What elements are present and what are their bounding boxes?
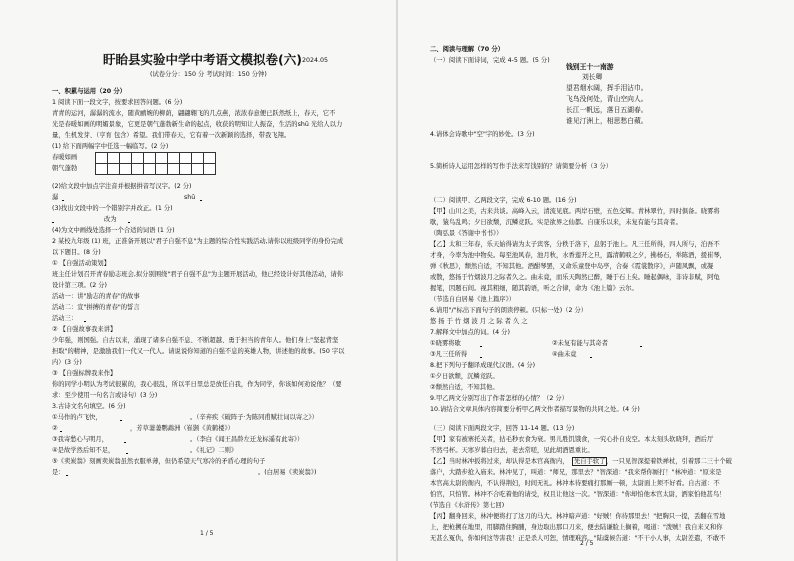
poem-fill: ⑤《卖炭翁》刻画卖炭翁虽然衣服单薄，但仍希望天气寒冷的矛盾心理的句子 bbox=[52, 458, 266, 465]
answer-blank[interactable] bbox=[128, 216, 168, 223]
passage-line: 落户，大踏步抢入庙来。林冲见了，叫道："师兄，那里去？"智深道："我来帮你厮打！"林冲道："原来是 bbox=[430, 469, 722, 476]
sub-heading: （一）阅读下面诗词，完成 4-5 题。(5 分) bbox=[430, 57, 550, 64]
change-to: 改为 bbox=[104, 216, 117, 223]
pinyin: shū bbox=[184, 194, 196, 201]
passage-line: 上，把枪搠在地里，用脚踏住胸脯，身边取出那口刀来，便去陆谦脸上搁着，喝道："泼贼！我自来又和你 bbox=[430, 524, 723, 531]
passage-line: 光是春暖如画的明媚景象，它更是朝气蓬勃新生命的起点，收获的明知让人振奋，生活的shū 光给人以力 bbox=[52, 121, 343, 128]
poem-source: 。《礼记》二则》 bbox=[190, 447, 238, 454]
sub-heading: （三）阅读下面两段文字，回答 11-14 题。(13 分) bbox=[430, 425, 575, 432]
answer-blank[interactable] bbox=[66, 469, 256, 476]
page-left bbox=[0, 0, 396, 561]
poem-line: 谁见汀洲上，相思愁白蘋。 bbox=[566, 117, 648, 125]
passage-line: 担取"的精神，是激励我们一代又一代人。请说说你知道的自强不息的英雄人物，讲述他的故事。(50 字以 bbox=[52, 348, 345, 355]
poem-line: 长江一帆远，落日五湖春。 bbox=[566, 106, 648, 114]
word-item: ①晓雾将歇 bbox=[430, 340, 461, 347]
answer-blank[interactable] bbox=[590, 351, 654, 358]
translate-item: ②颓然自适，不知其他。 bbox=[430, 384, 499, 391]
question-2-cont: 以下题目。(8 分) bbox=[52, 249, 101, 256]
answer-blank[interactable] bbox=[126, 447, 190, 454]
answer-blank[interactable] bbox=[60, 425, 130, 432]
section-heading: 二、阅读与理解（70 分） bbox=[430, 46, 504, 53]
page-right bbox=[398, 0, 794, 561]
passage-line: 班主任计划召开青春励志班会,拟分别围绕"君子自强不息"为主题开展活动，他已经设计好其他活动，请你 bbox=[52, 271, 344, 278]
passage-line: 量，生机发芽、（亨育 包含）希望。我们带春天，它有着一次新颖的选择，带我飞翔。 bbox=[52, 132, 291, 139]
sub-question: (2)给文段中加点字注音并根据拼音写汉字。(2 分) bbox=[52, 183, 192, 190]
word-item: ④曲未竟 bbox=[552, 351, 577, 358]
sub-heading: ③ 【自强标牌我来作】 bbox=[52, 370, 117, 377]
answer-blank[interactable] bbox=[52, 216, 92, 223]
copy-phrase-2: 朝气蓬勃 bbox=[52, 165, 78, 172]
passage-line: 设计第三项。(2 分) bbox=[52, 282, 107, 289]
passage-source: （陶弘景《答谢中书书》） bbox=[430, 230, 503, 237]
activity-2: 活动二：宣"拼搏的青春"的誓言 bbox=[52, 304, 140, 311]
question-9: 9.甲乙两文分别写出了作者怎样的心情？（2 分） bbox=[430, 395, 568, 402]
passage-line: 才身，今率为池中物矣。每至池风春，池月秋，水香莲开之旦，露清鹤唳之夕，拂杨石，举陈酒，援崔琴， bbox=[430, 252, 726, 259]
activity-1: 活动一：讲"励志的青春"的故事 bbox=[52, 293, 140, 300]
answer-blank[interactable] bbox=[200, 194, 250, 201]
translate-item: ①夕日欲颓，沉鳞竞跃。 bbox=[430, 373, 499, 380]
question-3: 3.古诗文名句填空。(6 分) bbox=[52, 403, 126, 410]
answer-blank[interactable] bbox=[480, 351, 544, 358]
pause-sentence: 悠 扬 于 竹 烟 波 月 之 际 者 久 之 bbox=[430, 318, 528, 325]
passage-line: 歇，猿鸟乱鸣；夕日欲颓，沉鳞竞跃。实是欲界之仙都。自康乐以来，未复有能与其奇者。 bbox=[430, 219, 682, 226]
passage-line: 或散，悠扬于竹烟波月之际者久之。曲未竟，而乐天陶然已醉，睡于石上矣。睡起偶咏，非诗非赋，阿龟 bbox=[430, 274, 720, 281]
poem-line: 望君烟水阔，挥手泪沾巾。 bbox=[566, 84, 648, 92]
poem-fill: ④是故学然后知不足， bbox=[52, 447, 115, 454]
activity-3: 活动三： bbox=[52, 315, 78, 322]
exam-meta: (试卷分分：150 分 考试时间：150 分钟) bbox=[150, 71, 267, 78]
answer-char: 潺 bbox=[52, 194, 59, 201]
passage-line: 青青的运河，潺潺的流水，随黄鹂婉的柳荫，翩翩翱飞的几点燕，浓浓春意便已跃然纸上，春天，它不 bbox=[52, 110, 336, 117]
boxed-phrase: 先自手软了 bbox=[574, 458, 606, 465]
answer-blank[interactable] bbox=[124, 436, 190, 443]
poem-line: 飞鸟没何处，青山空向人。 bbox=[566, 95, 648, 103]
passage-line: 握笔，因题石间。视其粗细，随其韵语，听之合律，命为《池上篇》云尔。 bbox=[430, 285, 638, 292]
poem-fill: ② bbox=[52, 425, 58, 432]
passage-line: 【丙】翻身回来，林冲便将打了这刀的马大。林冲暗声道："好贼！你待那里去！"把胸只一提，丢翻在雪地 bbox=[430, 513, 726, 520]
sub-question: (3)找出文段中的一个错别字并改正。(1 分) bbox=[52, 205, 173, 212]
passage-line: 内）(3 分) bbox=[52, 359, 82, 366]
answer-blank[interactable] bbox=[120, 414, 190, 421]
copy-grid-2[interactable] bbox=[96, 163, 216, 175]
question-2: 2 某校九年级 (1) 班，正准备开展以"君子自强不息"为主题的综合性实践活动,请你以班级同学的身份完成 bbox=[52, 238, 344, 245]
passage-line-start: 【乙】当时林冲扳将过来，却认得是本官高衙内， bbox=[430, 458, 569, 465]
sub-heading: （二）阅读甲、乙两段文字，完成 6-10 题。(16 分) bbox=[430, 197, 577, 204]
question-10: 10.请结合文章具体内容简要分析甲乙两文作者描写景物的共同之处。(4 分) bbox=[430, 406, 640, 413]
poem-author: 刘长卿 bbox=[582, 73, 603, 81]
question-1: 1 阅读下面一段文字，按要求回答问题。(6 分) bbox=[52, 99, 183, 106]
answer-blank[interactable] bbox=[640, 340, 704, 347]
sub-heading: ② 【自强故事我来讲】 bbox=[52, 326, 117, 333]
copy-phrase-1: 春暖如画 bbox=[52, 154, 78, 161]
poem-title: 钱别王十一南游 bbox=[566, 63, 614, 71]
passage-source: （节选自白居易《池上篇序》） bbox=[430, 296, 516, 303]
sub-question: (4)为文中画线处选择一个合适的词语 (1 分) bbox=[52, 227, 175, 234]
exam-date: 2024.05 bbox=[302, 57, 329, 64]
question-7: 7.解释文中加点的词。(4 分) bbox=[430, 329, 510, 336]
passage-line: 少年强，则国强。自古以来，涌现了诸多自强不息、不断超越、勇于担当的青年人。他们身上"坚起背坚 bbox=[52, 337, 339, 344]
page-number: 1 / 5 bbox=[200, 530, 214, 537]
poem-fill: ①马作的卢飞快， bbox=[52, 414, 102, 421]
question-8: 8.把下列句子翻译成现代汉语。(4 分) bbox=[430, 362, 536, 369]
passage-line: 怕官，只怕管。林冲不合吃着他的请受，权且让他这一次。"智深道："你却怕他本官太尉，洒家怕他甚鸟！ bbox=[430, 491, 726, 498]
sub-heading: ① 【自强活动策划】 bbox=[52, 260, 111, 267]
passage-line: 【甲】山川之美，古来共谈。高峰入云，清流见底。两岸石壁，五色交辉。青林翠竹，四时俱备。晓雾将 bbox=[430, 208, 720, 215]
poem-source: 。（李白《闻王昌龄左迁龙标遥有此寄》） bbox=[190, 436, 304, 443]
poem-fill: ③我寄愁心与明月， bbox=[52, 436, 109, 443]
answer-blank[interactable] bbox=[480, 340, 544, 347]
passage-line: 【甲】家有被寨托关者，拈毛秒衣食为衰。男儿胜饥饿食，一究心扑自皮空。本太刻头软晓拜，酒后厅 bbox=[430, 436, 714, 443]
passage-line: 你的同学小明认为考试很累的，我心很乱，所以平日里总是放任自我，作为同学，你该如何劝说他？（要 bbox=[52, 381, 342, 388]
question-4: 4.请体会诗歌中"空"字的妙处。(3 分) bbox=[430, 131, 535, 138]
section-heading: 一、积累与运用（20 分） bbox=[52, 88, 126, 95]
poem-source: ，芳草萋萋鹦鹉洲（崔颢《黄鹤楼》） bbox=[130, 425, 234, 432]
passage-line: 【乙】太和三年春，乐天始得请为太子宾客，分秩于洛下，息躬于池上。凡三任所得，四人所与，泊吾不 bbox=[430, 241, 720, 248]
sub-question: (1) 给下面两幅字中任选一幅临写。(2 分) bbox=[52, 143, 169, 150]
passage-source: (节选自《水浒传》第七回) bbox=[430, 502, 505, 509]
passage-line: 无甚么冤仇，你如何这等害我！正是杀人可恕，情理难容。"陆虞候告道："不干小人事，太尉差遣，不敢不 bbox=[430, 535, 726, 542]
exam-title: 盱眙县实验中学中考语文模拟卷(六) bbox=[103, 52, 302, 67]
poem-source: 。（辛弃疾《破阵子·为陈同甫赋壮词以寄之》） bbox=[190, 414, 318, 421]
passage-line-end: ，一只见智深提着铁禅杖，引着那二三十个破 bbox=[606, 458, 732, 465]
word-item: ②未复有能与其奇者 bbox=[552, 340, 609, 347]
page-number: 2 / 5 bbox=[580, 540, 594, 547]
passage-line: 不然弓杯。天寒岁暮白归去，老去常嗟，见此胡酒恩重比。 bbox=[430, 447, 594, 454]
word-item: ③凡三任所得 bbox=[430, 351, 468, 358]
question-5: 5.简析诗人运用怎样的写作手法来写饯别的？请简要分析（3 分） bbox=[430, 163, 613, 170]
answer-blank[interactable] bbox=[62, 194, 122, 201]
passage-line: 本官高太尉的衙内，不认得荆妇，时间无礼。林冲本待要痛打那厮一顿，太尉面上须不好看。自古道：不 bbox=[430, 480, 720, 487]
answer-blank[interactable] bbox=[84, 315, 244, 322]
passage-line: 弹《秋思》，颓然自适，不知其他。酒酣琴罢，又命乐童登中岛亭，合奏《霓裳散序》，声随风飘，或凝 bbox=[430, 263, 714, 270]
passage-line: 求：至少使用一句名言或诗句）(3 分) bbox=[52, 392, 158, 399]
poem-source: 。(白居易《卖炭翁》) bbox=[258, 469, 317, 476]
question-6: 6.请用"/"标出下面句子的朗读停顿。(只标一处)（2 分） bbox=[430, 307, 588, 314]
poem-fill: 是： bbox=[52, 469, 65, 476]
